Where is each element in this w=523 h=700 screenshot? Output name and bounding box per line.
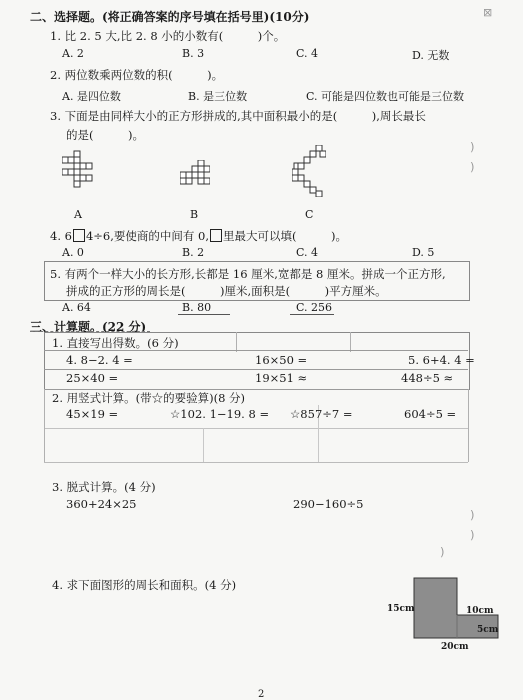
blank-box-1 bbox=[73, 229, 85, 242]
calc-4_8-minus-2_4: 4. 8−2. 4 = bbox=[66, 353, 133, 367]
q1-option-d: D. 无数 bbox=[412, 49, 450, 62]
margin-paren-4: ) bbox=[470, 528, 475, 542]
section-2-title: 二、选择题。(将正确答案的序号填在括号里)(10分) bbox=[30, 10, 310, 24]
q2-option-b: B. 是三位数 bbox=[188, 90, 248, 103]
q2-option-c: C. 可能是四位数也可能是三位数 bbox=[306, 90, 465, 103]
part1-title: 1. 直接写出得数。(6 分) bbox=[52, 336, 179, 350]
q4-option-c: C. 4 bbox=[296, 246, 319, 259]
calc-16x50: 16×50 = bbox=[255, 353, 308, 367]
figure-b-label: B bbox=[190, 208, 199, 221]
q1-option-c: C. 4 bbox=[296, 47, 319, 60]
q3-text-line1: 3. 下面是由同样大小的正方形拼成的,其中面积最小的是( ),周长最长 bbox=[50, 109, 426, 123]
figure-a bbox=[62, 150, 94, 188]
q4-text-post: 里最大可以填( )。 bbox=[223, 229, 347, 243]
page-number: 2 bbox=[258, 689, 265, 700]
margin-paren-3: ) bbox=[470, 508, 475, 522]
part4-title: 4. 求下面图形的周长和面积。(4 分) bbox=[52, 578, 237, 592]
q4-text-mid: 4÷6,要使商的中间有 0, bbox=[85, 229, 210, 243]
q4-option-d: D. 5 bbox=[412, 246, 435, 259]
q1-option-a: A. 2 bbox=[62, 47, 84, 60]
q5-text-line2: 拼成的正方形的周长是( )厘米,面积是( )平方厘米。 bbox=[66, 284, 387, 298]
q1-option-b: B. 3 bbox=[182, 47, 205, 60]
label-10cm: 10cm bbox=[466, 606, 494, 616]
vcalc-45x19: 45×19 = bbox=[66, 407, 119, 421]
q4-option-a: A. 0 bbox=[62, 246, 84, 259]
q5-option-c: C. 256 bbox=[296, 301, 333, 314]
figure-c bbox=[292, 145, 326, 197]
part3-title: 3. 脱式计算。(4 分) bbox=[52, 480, 156, 494]
calc-19x51: 19×51 ≈ bbox=[255, 371, 308, 385]
step-calc-1: 360+24×25 bbox=[66, 497, 137, 511]
margin-paren-2: ) bbox=[470, 160, 475, 174]
q4-text bbox=[50, 228, 347, 244]
blank-box-2 bbox=[210, 229, 222, 242]
margin-paren-1: ) bbox=[470, 140, 475, 154]
vcalc-857div7: ☆857÷7 = bbox=[290, 407, 353, 421]
label-5cm: 5cm bbox=[477, 625, 499, 635]
part2-title: 2. 用竖式计算。(带☆的要验算)(8 分) bbox=[52, 391, 246, 405]
figure-c-label: C bbox=[305, 208, 314, 221]
label-15cm: 15cm bbox=[387, 604, 415, 614]
calc-25x40: 25×40 = bbox=[66, 371, 119, 385]
vcalc-102_1-minus-19_8: ☆102. 1−19. 8 = bbox=[170, 407, 270, 421]
calc-448div5: 448÷5 ≈ bbox=[401, 371, 454, 385]
vcalc-604div5: 604÷5 = bbox=[404, 407, 457, 421]
calc-5_6-plus-4_4: 5. 6+4. 4 = bbox=[408, 353, 475, 367]
q5-option-a: A. 64 bbox=[62, 301, 91, 314]
q5-text-line1: 5. 有两个一样大小的长方形,长都是 16 厘米,宽都是 8 厘米。拼成一个正方形, bbox=[50, 267, 446, 281]
section-3-title: 三、计算题。(22 分) bbox=[30, 320, 147, 334]
q1-text: 1. 比 2. 5 大,比 2. 8 小的小数有( )个。 bbox=[50, 29, 286, 43]
q2-text: 2. 两位数乘两位数的积( )。 bbox=[50, 68, 224, 82]
q3-text-line2: 的是( )。 bbox=[66, 128, 144, 142]
margin-paren-5: ) bbox=[440, 545, 445, 559]
step-calc-2: 290−160÷5 bbox=[293, 497, 364, 511]
q4-text-pre: 4. 6 bbox=[50, 229, 72, 243]
figure-a-label: A bbox=[74, 208, 82, 221]
q5-option-b: B. 80 bbox=[182, 301, 212, 314]
scan-mark: ⊠ bbox=[483, 6, 493, 19]
q4-option-b: B. 2 bbox=[182, 246, 205, 259]
q2-option-a: A. 是四位数 bbox=[62, 90, 121, 103]
figure-b bbox=[180, 160, 210, 190]
label-20cm: 20cm bbox=[441, 642, 469, 652]
